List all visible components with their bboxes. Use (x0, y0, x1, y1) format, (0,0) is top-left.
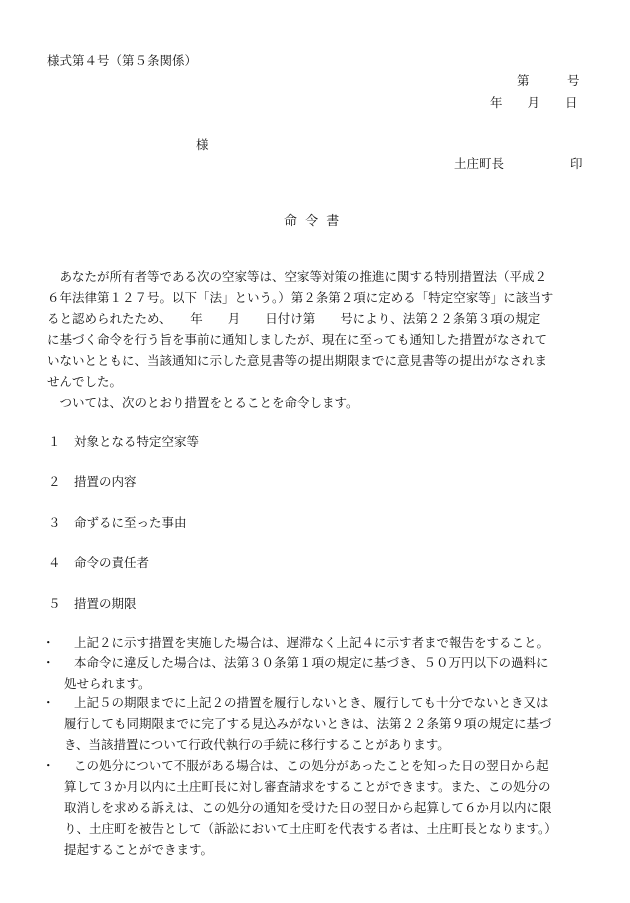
document-title: 命 令 書 (284, 214, 342, 229)
seal-mark: 印 (570, 156, 583, 171)
intro-line: ６年法律第１２７号。以下「法」という。）第２条第２項に定める「特定空家等」に該当す (47, 290, 554, 305)
item-label: 措置の期限 (74, 596, 137, 611)
item-responsible-person (48, 553, 149, 571)
issue-date: 年 月 日 (490, 95, 578, 110)
note-administrative-execution (42, 692, 602, 755)
note-line: き、当該措置について行政代執行の手続に移行することがあります。 (64, 737, 450, 752)
item-label: 命令の責任者 (74, 555, 150, 570)
item-label: 命ずるに至った事由 (74, 515, 187, 530)
bullet-point: ・ (42, 758, 55, 773)
intro-line: ついては、次のとおり措置をとることを命令します。 (47, 395, 359, 410)
note-line: 上記２に示す措置を実施した場合は、遅滞なく上記４に示す者まで報告をすること。 (74, 635, 550, 650)
item-number: ２ (48, 474, 61, 489)
note-line: 算して３か月以内に土庄町長に対し審査請求をすることができます。また、この処分の (64, 779, 551, 794)
bullet-point: ・ (42, 635, 55, 650)
intro-line: いないとともに、当該通知に示した意見書等の提出期限までに意見書等の提出がなされま (47, 353, 548, 368)
bullet-point: ・ (42, 695, 55, 710)
note-line: 取消しを求める訴えは、この処分の通知を受けた日の翌日から起算して６か月以内に限 (64, 800, 552, 815)
item-label: 対象となる特定空家等 (74, 434, 200, 449)
item-reason (48, 513, 187, 531)
issuer-name: 土庄町長 (454, 156, 505, 171)
note-penalty (42, 652, 602, 694)
note-line: 本命令に違反した場合は、法第３０条第１項の規定に基づき、５０万円以下の過料に (74, 655, 549, 670)
intro-line: せんでした。 (47, 374, 123, 389)
intro-paragraph (47, 266, 587, 413)
item-number: １ (48, 434, 61, 449)
item-number: ５ (48, 596, 61, 611)
note-line: り、土庄町を被告として（訴訟において土庄町を代表する者は、土庄町長となります。） (64, 821, 557, 836)
item-label: 措置の内容 (74, 474, 137, 489)
note-line: 履行しても同期限までに完了する見込みがないときは、法第２２条第９項の規定に基づ (64, 716, 552, 731)
item-number: ４ (48, 555, 61, 570)
document-number: 第 号 (517, 73, 580, 88)
note-line: 上記５の期限までに上記２の措置を履行しないとき、履行しても十分でないとき又は (74, 695, 549, 710)
item-deadline (48, 594, 137, 612)
item-target-property (48, 432, 199, 450)
recipient-suffix: 様 (196, 137, 209, 152)
intro-line: ると認められたため、 年 月 日付け第 号により、法第２２条第３項の規定 (47, 311, 541, 326)
intro-line: あなたが所有者等である次の空家等は、空家等対策の推進に関する特別措置法（平成２ (47, 269, 548, 284)
intro-line: に基づく命令を行う旨を事前に通知しましたが、現在に至っても通知した措置がなされて (47, 332, 548, 347)
note-line: 提起することができます。 (64, 842, 214, 857)
note-line: この処分について不服がある場合は、この処分があったことを知った日の翌日から起 (74, 758, 549, 773)
note-line: 処せられます。 (64, 676, 151, 691)
note-report (42, 632, 602, 653)
item-number: ３ (48, 515, 61, 530)
note-appeal (42, 755, 602, 860)
bullet-point: ・ (42, 655, 55, 670)
form-label: 様式第４号（第５条関係） (47, 53, 198, 68)
item-measure-content (48, 472, 137, 490)
